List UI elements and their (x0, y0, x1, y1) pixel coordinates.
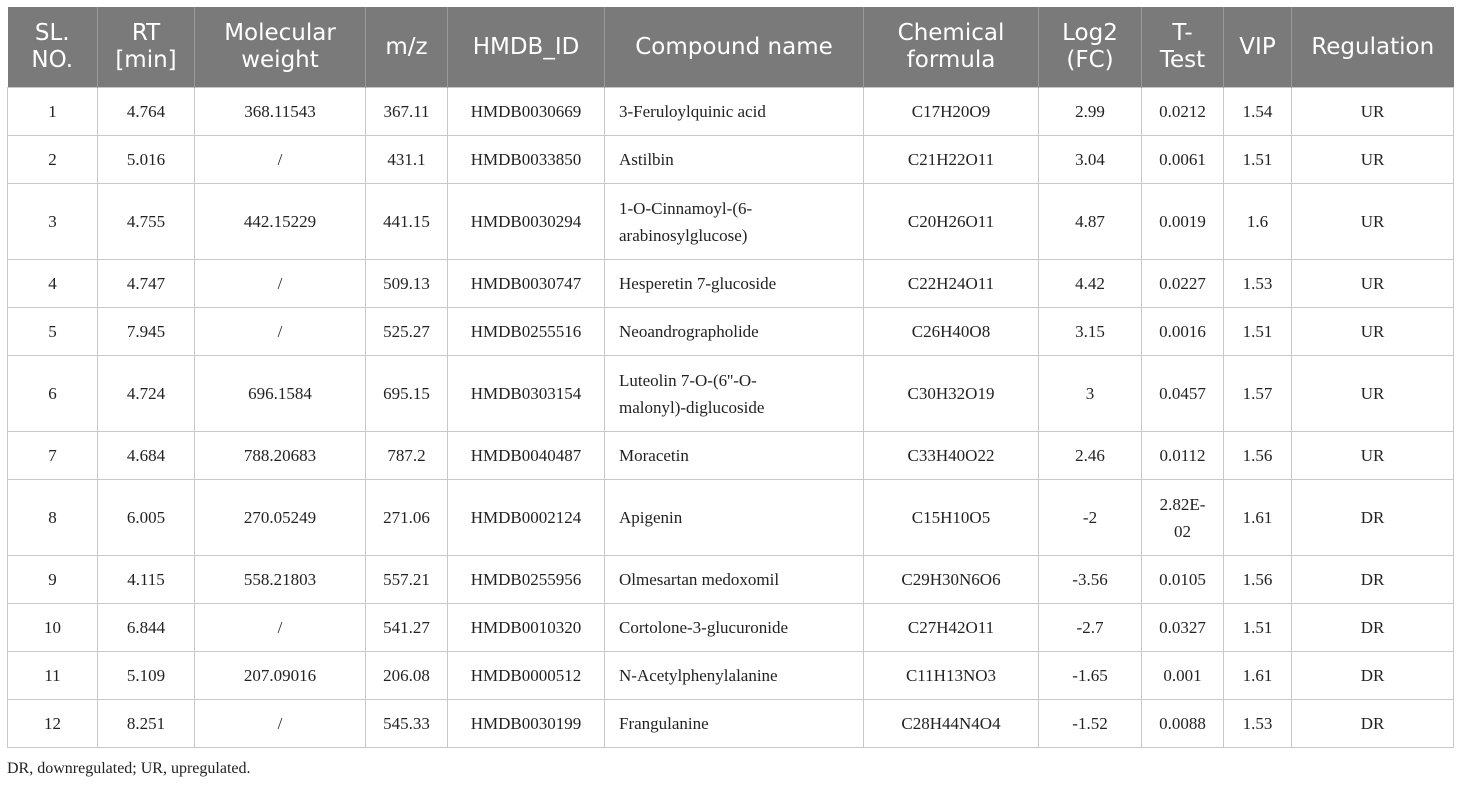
table-row (8, 652, 1454, 700)
sl-no-cell: 11 (8, 652, 98, 700)
molecular-weight-cell: 368.11543 (195, 88, 366, 136)
hmdb-id-cell: HMDB0255516 (448, 308, 605, 356)
ttest-cell: 0.0327 (1142, 604, 1224, 652)
ttest-cell: 0.0105 (1142, 556, 1224, 604)
table-container (7, 7, 1453, 748)
sl-no-cell: 7 (8, 432, 98, 480)
regulation-cell: UR (1292, 184, 1454, 260)
mz-cell: 545.33 (366, 700, 448, 748)
regulation-cell: UR (1292, 136, 1454, 184)
vip-cell: 1.61 (1224, 480, 1292, 556)
mz-cell: 367.11 (366, 88, 448, 136)
mz-cell: 541.27 (366, 604, 448, 652)
hmdb-id-cell: HMDB0033850 (448, 136, 605, 184)
vip-cell: 1.61 (1224, 652, 1292, 700)
hmdb-id-cell: HMDB0030669 (448, 88, 605, 136)
rt-cell: 4.724 (98, 356, 195, 432)
ttest-cell: 0.0227 (1142, 260, 1224, 308)
col-molecular-weight-header: Molecular weight (195, 7, 366, 88)
rt-cell: 5.016 (98, 136, 195, 184)
table-row (8, 480, 1454, 556)
vip-cell: 1.56 (1224, 556, 1292, 604)
compound-name-cell: N-Acetylphenylalanine (605, 652, 864, 700)
chemical-formula-cell: C28H44N4O4 (864, 700, 1039, 748)
compound-name-cell: Astilbin (605, 136, 864, 184)
chemical-formula-cell: C22H24O11 (864, 260, 1039, 308)
table-row (8, 432, 1454, 480)
sl-no-cell: 4 (8, 260, 98, 308)
table-row (8, 184, 1454, 260)
mz-cell: 431.1 (366, 136, 448, 184)
ttest-cell: 0.0019 (1142, 184, 1224, 260)
chemical-formula-cell: C11H13NO3 (864, 652, 1039, 700)
molecular-weight-cell: / (195, 136, 366, 184)
regulation-cell: DR (1292, 604, 1454, 652)
compound-name-cell: Olmesartan medoxomil (605, 556, 864, 604)
sl-no-cell: 8 (8, 480, 98, 556)
chemical-formula-cell: C26H40O8 (864, 308, 1039, 356)
log2fc-cell: 3.04 (1039, 136, 1142, 184)
log2fc-cell: -1.65 (1039, 652, 1142, 700)
chemical-formula-cell: C21H22O11 (864, 136, 1039, 184)
vip-cell: 1.6 (1224, 184, 1292, 260)
col-sl-no-header: SL. NO. (8, 7, 98, 88)
regulation-cell: UR (1292, 356, 1454, 432)
regulation-cell: UR (1292, 88, 1454, 136)
vip-cell: 1.57 (1224, 356, 1292, 432)
compound-name-cell: Moracetin (605, 432, 864, 480)
rt-cell: 4.747 (98, 260, 195, 308)
vip-cell: 1.56 (1224, 432, 1292, 480)
chemical-formula-cell: C30H32O19 (864, 356, 1039, 432)
table-row (8, 308, 1454, 356)
rt-cell: 7.945 (98, 308, 195, 356)
sl-no-cell: 5 (8, 308, 98, 356)
molecular-weight-cell: / (195, 700, 366, 748)
compound-name-cell: Apigenin (605, 480, 864, 556)
log2fc-cell: -2.7 (1039, 604, 1142, 652)
hmdb-id-cell: HMDB0255956 (448, 556, 605, 604)
ttest-cell: 0.0061 (1142, 136, 1224, 184)
mz-cell: 441.15 (366, 184, 448, 260)
log2fc-cell: 2.46 (1039, 432, 1142, 480)
regulation-cell: UR (1292, 260, 1454, 308)
metabolite-table (7, 7, 1454, 748)
compound-name-cell: Frangulanine (605, 700, 864, 748)
table-row (8, 356, 1454, 432)
chemical-formula-cell: C15H10O5 (864, 480, 1039, 556)
hmdb-id-cell: HMDB0040487 (448, 432, 605, 480)
sl-no-cell: 3 (8, 184, 98, 260)
vip-cell: 1.54 (1224, 88, 1292, 136)
rt-cell: 4.684 (98, 432, 195, 480)
vip-cell: 1.51 (1224, 136, 1292, 184)
ttest-cell: 0.0112 (1142, 432, 1224, 480)
table-row (8, 556, 1454, 604)
sl-no-cell: 9 (8, 556, 98, 604)
molecular-weight-cell: / (195, 260, 366, 308)
col-mz-header: m/z (366, 7, 448, 88)
hmdb-id-cell: HMDB0002124 (448, 480, 605, 556)
regulation-cell: DR (1292, 556, 1454, 604)
hmdb-id-cell: HMDB0000512 (448, 652, 605, 700)
rt-cell: 8.251 (98, 700, 195, 748)
regulation-cell: DR (1292, 700, 1454, 748)
regulation-cell: DR (1292, 480, 1454, 556)
sl-no-cell: 12 (8, 700, 98, 748)
ttest-cell: 0.0457 (1142, 356, 1224, 432)
log2fc-cell: -1.52 (1039, 700, 1142, 748)
sl-no-cell: 1 (8, 88, 98, 136)
regulation-cell: UR (1292, 308, 1454, 356)
regulation-cell: UR (1292, 432, 1454, 480)
hmdb-id-cell: HMDB0303154 (448, 356, 605, 432)
ttest-cell: 0.0016 (1142, 308, 1224, 356)
molecular-weight-cell: 558.21803 (195, 556, 366, 604)
col-log2fc-header: Log2 (FC) (1039, 7, 1142, 88)
vip-cell: 1.53 (1224, 700, 1292, 748)
sl-no-cell: 10 (8, 604, 98, 652)
ttest-cell: 0.0212 (1142, 88, 1224, 136)
hmdb-id-cell: HMDB0010320 (448, 604, 605, 652)
table-row (8, 700, 1454, 748)
col-ttest-header: T- Test (1142, 7, 1224, 88)
col-chemical-formula-header: Chemical formula (864, 7, 1039, 88)
mz-cell: 525.27 (366, 308, 448, 356)
mz-cell: 509.13 (366, 260, 448, 308)
hmdb-id-cell: HMDB0030294 (448, 184, 605, 260)
log2fc-cell: 3.15 (1039, 308, 1142, 356)
sl-no-cell: 6 (8, 356, 98, 432)
molecular-weight-cell: 696.1584 (195, 356, 366, 432)
log2fc-cell: 2.99 (1039, 88, 1142, 136)
compound-name-cell: Cortolone-3-glucuronide (605, 604, 864, 652)
vip-cell: 1.51 (1224, 604, 1292, 652)
rt-cell: 4.755 (98, 184, 195, 260)
molecular-weight-cell: 270.05249 (195, 480, 366, 556)
molecular-weight-cell: 207.09016 (195, 652, 366, 700)
molecular-weight-cell: / (195, 604, 366, 652)
table-row (8, 260, 1454, 308)
mz-cell: 206.08 (366, 652, 448, 700)
ttest-cell: 0.0088 (1142, 700, 1224, 748)
rt-cell: 6.844 (98, 604, 195, 652)
chemical-formula-cell: C33H40O22 (864, 432, 1039, 480)
log2fc-cell: 4.42 (1039, 260, 1142, 308)
log2fc-cell: 3 (1039, 356, 1142, 432)
hmdb-id-cell: HMDB0030199 (448, 700, 605, 748)
log2fc-cell: -3.56 (1039, 556, 1142, 604)
regulation-cell: DR (1292, 652, 1454, 700)
vip-cell: 1.51 (1224, 308, 1292, 356)
vip-cell: 1.53 (1224, 260, 1292, 308)
compound-name-cell: Neoandrographolide (605, 308, 864, 356)
table-row (8, 136, 1454, 184)
rt-cell: 4.764 (98, 88, 195, 136)
mz-cell: 787.2 (366, 432, 448, 480)
sl-no-cell: 2 (8, 136, 98, 184)
rt-cell: 5.109 (98, 652, 195, 700)
col-rt-header: RT [min] (98, 7, 195, 88)
ttest-cell: 2.82E- 02 (1142, 480, 1224, 556)
ttest-cell: 0.001 (1142, 652, 1224, 700)
chemical-formula-cell: C29H30N6O6 (864, 556, 1039, 604)
table-row (8, 604, 1454, 652)
chemical-formula-cell: C20H26O11 (864, 184, 1039, 260)
molecular-weight-cell: 442.15229 (195, 184, 366, 260)
log2fc-cell: 4.87 (1039, 184, 1142, 260)
chemical-formula-cell: C17H20O9 (864, 88, 1039, 136)
compound-name-cell: 1-O-Cinnamoyl-(6- arabinosylglucose) (605, 184, 864, 260)
compound-name-cell: 3-Feruloylquinic acid (605, 88, 864, 136)
header-row (8, 7, 1454, 88)
col-compound-name-header: Compound name (605, 7, 864, 88)
molecular-weight-cell: 788.20683 (195, 432, 366, 480)
rt-cell: 4.115 (98, 556, 195, 604)
rt-cell: 6.005 (98, 480, 195, 556)
mz-cell: 695.15 (366, 356, 448, 432)
hmdb-id-cell: HMDB0030747 (448, 260, 605, 308)
table-row (8, 88, 1454, 136)
table-body (8, 88, 1454, 748)
compound-name-cell: Luteolin 7-O-(6''-O- malonyl)-diglucoside (605, 356, 864, 432)
log2fc-cell: -2 (1039, 480, 1142, 556)
col-regulation-header: Regulation (1292, 7, 1454, 88)
footnote: DR, downregulated; UR, upregulated. (7, 760, 251, 777)
chemical-formula-cell: C27H42O11 (864, 604, 1039, 652)
mz-cell: 557.21 (366, 556, 448, 604)
mz-cell: 271.06 (366, 480, 448, 556)
col-hmdb-id-header: HMDB_ID (448, 7, 605, 88)
compound-name-cell: Hesperetin 7-glucoside (605, 260, 864, 308)
col-vip-header: VIP (1224, 7, 1292, 88)
molecular-weight-cell: / (195, 308, 366, 356)
